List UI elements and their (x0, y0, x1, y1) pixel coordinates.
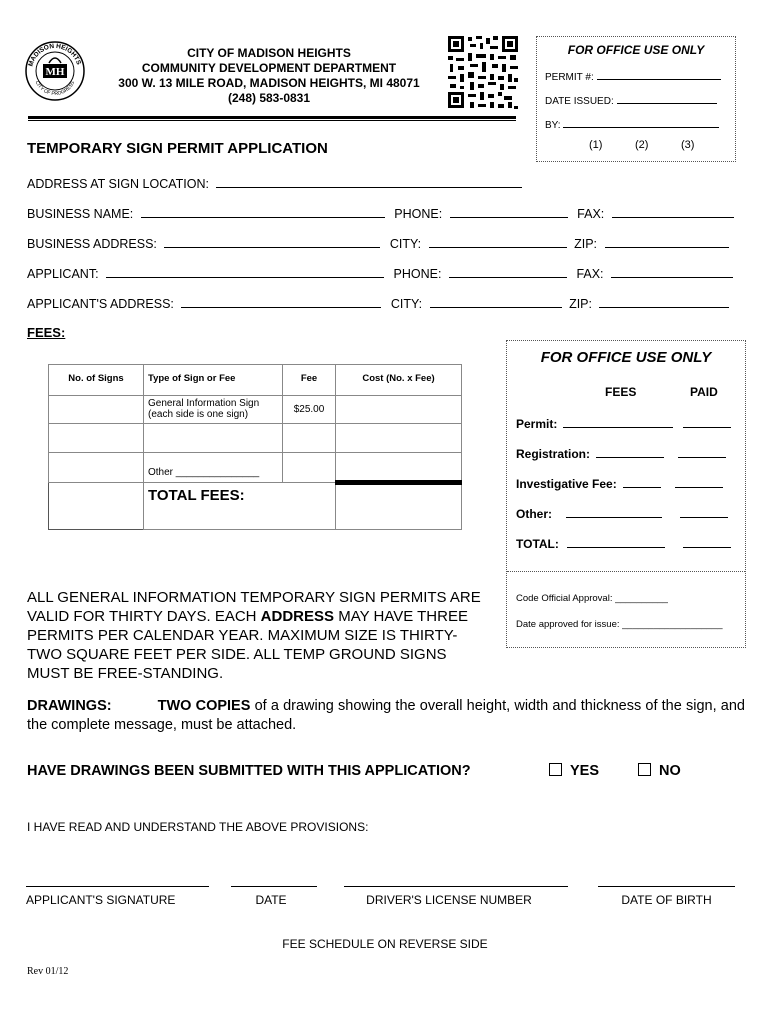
cell-blank-fee[interactable] (283, 424, 336, 453)
drawings-text: of a drawing showing the overall height, width and thickness of the sign, and the complete message, must be attached. (27, 698, 745, 733)
date-issued-label: DATE ISSUED: (545, 96, 614, 107)
office-use-box (536, 36, 736, 162)
office-registration-paid[interactable] (678, 445, 726, 458)
office-permit-label: Permit: (516, 417, 558, 431)
sign-location-field[interactable] (216, 175, 522, 188)
yes-label: YES (570, 763, 600, 779)
department-address: 300 W. 13 MILE ROAD, MADISON HEIGHTS, MI 48071 (118, 76, 420, 90)
signature-label: APPLICANT'S SIGNATURE (26, 893, 176, 907)
col-fee: Fee (283, 365, 336, 396)
no-label: NO (659, 763, 681, 779)
business-zip-field[interactable] (605, 235, 729, 248)
copy-1: (1) (589, 139, 603, 151)
drawings-paragraph (27, 697, 745, 735)
fee-row-other (49, 452, 462, 483)
date-approved-for-issue[interactable]: Date approved for issue: ___________________ (516, 619, 723, 630)
office-investigative-fee[interactable] (623, 475, 661, 488)
office-fees-box (506, 340, 746, 648)
office-investigative-row (516, 475, 723, 491)
applicant-address-field[interactable] (181, 295, 381, 308)
office-fees-title: FOR OFFICE USE ONLY (540, 349, 712, 366)
issued-by-line (563, 115, 719, 128)
issued-by-field[interactable] (545, 115, 719, 131)
office-total-row (516, 535, 731, 551)
office-total-fee[interactable] (567, 535, 665, 548)
applicant-label: APPLICANT: (27, 267, 99, 281)
qr-code (446, 34, 520, 110)
office-other-fee[interactable] (566, 505, 662, 518)
fee-row-blank (49, 424, 462, 453)
office-use-title: FOR OFFICE USE ONLY (567, 43, 705, 57)
applicant-fax-field[interactable] (611, 265, 733, 278)
office-total-paid[interactable] (683, 535, 731, 548)
office-registration-fee[interactable] (596, 445, 664, 458)
fee-row-general (49, 395, 462, 424)
total-fees-field[interactable] (336, 483, 462, 530)
cell-other-count[interactable] (49, 452, 144, 483)
no-checkbox[interactable] (638, 763, 651, 776)
office-investigative-label: Investigative Fee: (516, 477, 617, 491)
sign-location-row (27, 175, 522, 191)
office-investigative-paid[interactable] (675, 475, 723, 488)
permit-info-paragraph (27, 588, 487, 683)
permit-number-line (597, 67, 721, 80)
office-registration-row (516, 445, 726, 461)
license-line[interactable] (344, 886, 568, 887)
fee-row-total (49, 483, 462, 530)
revision-note: Rev 01/12 (27, 966, 69, 977)
business-name-field[interactable] (141, 205, 385, 218)
business-phone-field[interactable] (450, 205, 568, 218)
applicant-address-label: APPLICANT'S ADDRESS: (27, 297, 174, 311)
permit-info-text-2: MAY HAVE THREE PERMITS PER CALENDAR YEAR. MAXIMUM SIZE IS THIRTY-TWO SQUARE FEET PER SIDE. ALL TEMP GROUND SIGNS MUST BE FREE-STANDING. (27, 608, 468, 682)
dob-line[interactable] (598, 886, 735, 887)
applicant-address-row (27, 295, 729, 311)
dob-label: DATE OF BIRTH (621, 893, 712, 907)
issued-by-label: BY: (545, 120, 561, 131)
yes-checkbox[interactable] (549, 763, 562, 776)
cell-general-fee: $25.00 (283, 395, 336, 424)
business-zip-label: ZIP: (574, 237, 598, 251)
applicant-fax-label: FAX: (576, 267, 604, 281)
office-permit-fee[interactable] (563, 415, 673, 428)
fee-schedule-note: FEE SCHEDULE ON REVERSE SIDE (282, 937, 488, 951)
sign-location-label: ADDRESS AT SIGN LOCATION: (27, 177, 209, 191)
business-name-row (27, 205, 734, 221)
business-fax-label: FAX: (577, 207, 605, 221)
permit-number-label: PERMIT #: (545, 72, 594, 83)
paid-column-header: PAID (690, 385, 718, 399)
cell-other-type[interactable]: Other _______________ (144, 452, 283, 483)
copy-3: (3) (681, 139, 695, 151)
office-other-row (516, 505, 728, 521)
date-line[interactable] (231, 886, 317, 887)
drawings-question: HAVE DRAWINGS BEEN SUBMITTED WITH THIS APPLICATION? (27, 763, 471, 779)
code-official-approval[interactable]: Code Official Approval: __________ (516, 593, 668, 604)
business-phone-label: PHONE: (394, 207, 443, 221)
copy-2: (2) (635, 139, 649, 151)
cell-general-type: General Information Sign (each side is one sign) (144, 395, 283, 424)
office-other-label: Other: (516, 507, 552, 521)
permit-info-address: ADDRESS (260, 608, 335, 625)
acknowledgement-text: I HAVE READ AND UNDERSTAND THE ABOVE PROVISIONS: (27, 820, 369, 834)
business-address-field[interactable] (164, 235, 380, 248)
office-permit-row (516, 415, 731, 431)
header-rule (28, 116, 516, 119)
fee-table (48, 364, 462, 530)
no-option[interactable] (638, 763, 681, 779)
office-permit-paid[interactable] (683, 415, 731, 428)
svg-text:CITY OF PROGRESS: CITY OF PROGRESS (33, 79, 77, 98)
drawings-two-copies: TWO COPIES (157, 698, 251, 714)
fees-heading: FEES: (27, 325, 66, 340)
license-label: DRIVER'S LICENSE NUMBER (366, 893, 532, 907)
form-title: TEMPORARY SIGN PERMIT APPLICATION (27, 140, 328, 157)
business-city-label: CITY: (389, 237, 422, 251)
applicant-field[interactable] (106, 265, 384, 278)
city-name: CITY OF MADISON HEIGHTS (187, 46, 351, 60)
office-total-label: TOTAL: (516, 537, 559, 551)
business-fax-field[interactable] (612, 205, 734, 218)
date-issued-field[interactable] (545, 91, 717, 107)
fees-column-header: FEES (605, 385, 637, 399)
cell-other-cost[interactable] (336, 452, 462, 483)
business-city-field[interactable] (429, 235, 567, 248)
header-rule-thin (28, 120, 516, 121)
business-address-row (27, 235, 729, 251)
permit-number-field[interactable] (545, 67, 721, 83)
applicant-phone-label: PHONE: (393, 267, 442, 281)
applicant-row (27, 265, 733, 281)
office-registration-label: Registration: (516, 447, 591, 461)
col-no-of-signs: No. of Signs (49, 365, 144, 396)
office-fees-divider (507, 571, 745, 572)
cell-general-count[interactable] (49, 395, 144, 424)
col-type-of-sign: Type of Sign or Fee (144, 365, 283, 396)
cell-other-fee[interactable] (283, 452, 336, 483)
header-block (84, 46, 454, 106)
date-label: DATE (255, 893, 287, 907)
col-cost: Cost (No. x Fee) (336, 365, 462, 396)
applicant-zip-field[interactable] (599, 295, 729, 308)
office-other-paid[interactable] (680, 505, 728, 518)
applicant-zip-label: ZIP: (569, 297, 592, 311)
department-name: COMMUNITY DEVELOPMENT DEPARTMENT (141, 61, 397, 75)
city-seal-logo (24, 40, 86, 102)
cell-blank-type[interactable] (144, 424, 283, 453)
cell-general-cost[interactable] (336, 395, 462, 424)
applicant-city-label: CITY: (390, 297, 423, 311)
cell-blank-cost[interactable] (336, 424, 462, 453)
business-address-label: BUSINESS ADDRESS: (27, 237, 157, 251)
yes-option[interactable] (549, 763, 599, 779)
business-name-label: BUSINESS NAME: (27, 207, 134, 221)
svg-text:MH: MH (45, 66, 65, 78)
drawings-label: DRAWINGS: (27, 698, 112, 714)
applicant-phone-field[interactable] (449, 265, 567, 278)
permit-info-text-1: ALL GENERAL INFORMATION TEMPORARY SIGN PERMITS ARE VALID FOR THIRTY DAYS. EACH (27, 589, 481, 625)
svg-text:MADISON HEIGHTS: MADISON HEIGHTS (27, 42, 83, 68)
cell-total-blank (49, 483, 144, 530)
department-phone: (248) 583-0831 (227, 91, 311, 105)
cell-blank-count[interactable] (49, 424, 144, 453)
applicant-city-field[interactable] (430, 295, 562, 308)
total-fees-label: TOTAL FEES: (144, 483, 336, 530)
signature-line[interactable] (26, 886, 209, 887)
date-issued-line (617, 91, 717, 104)
